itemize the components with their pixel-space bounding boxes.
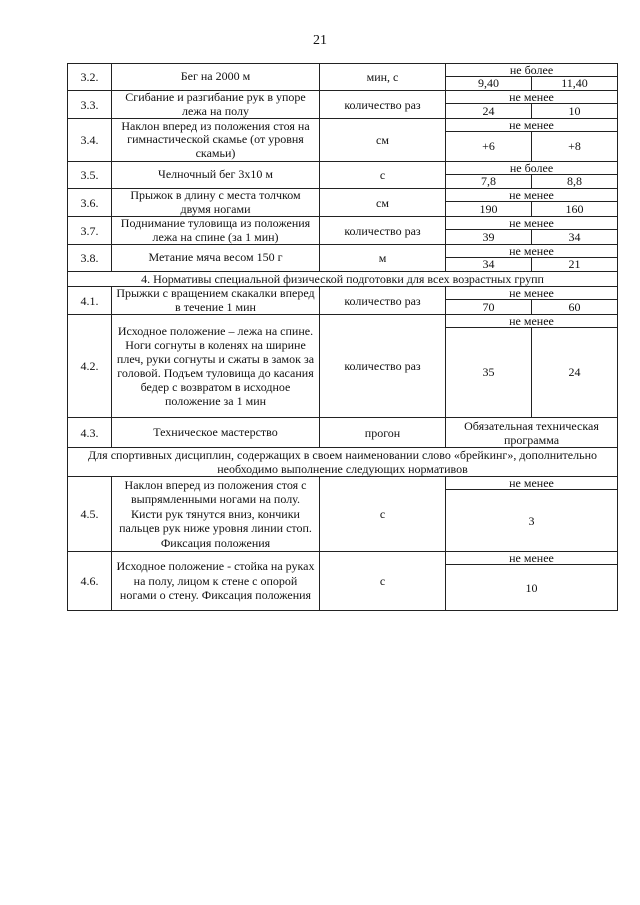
note-row (68, 448, 618, 477)
row-number: 3.8. (68, 245, 112, 272)
value-cell: 34 (532, 230, 618, 245)
unit-cell: см (320, 119, 446, 162)
row-number: 4.2. (68, 315, 112, 418)
row-number: 3.5. (68, 162, 112, 189)
table-row (68, 552, 618, 565)
exercise-name: Бег на 2000 м (112, 64, 320, 91)
table-row (68, 162, 618, 175)
table-row (68, 189, 618, 202)
exercise-name: Челночный бег 3x10 м (112, 162, 320, 189)
unit-cell: мин, с (320, 64, 446, 91)
limit-label: не менее (446, 477, 618, 490)
unit-cell: количество раз (320, 91, 446, 119)
exercise-name: Прыжок в длину с места толчком двумя ногами (112, 189, 320, 217)
unit-cell: с (320, 477, 446, 552)
exercise-name: Исходное положение - стойка на руках на полу, лицом к стене с опорой ногами о стену. Фиксация положения (112, 552, 320, 611)
value-cell: 11,40 (532, 77, 618, 91)
unit-cell: количество раз (320, 287, 446, 315)
table-row (68, 245, 618, 258)
value-cell: 35 (446, 328, 532, 418)
exercise-name: Прыжки с вращением скакалки вперед в течение 1 мин (112, 287, 320, 315)
value-cell: Обязательная техническая программа (446, 418, 618, 448)
unit-cell: м (320, 245, 446, 272)
table-row (68, 287, 618, 300)
row-number: 3.2. (68, 64, 112, 91)
section-heading-row (68, 272, 618, 287)
value-cell: 8,8 (532, 175, 618, 189)
unit-cell: см (320, 189, 446, 217)
row-number: 4.3. (68, 418, 112, 448)
value-cell: 10 (446, 565, 618, 611)
unit-cell: с (320, 552, 446, 611)
row-number: 4.6. (68, 552, 112, 611)
value-cell: 24 (446, 104, 532, 119)
unit-cell: количество раз (320, 315, 446, 418)
exercise-name: Наклон вперед из положения стоя с выпрямленными ногами на полу. Кисти рук тянутся вниз, кончики пальцев рук ниже уровня линии стоп. Фиксация положения (112, 477, 320, 552)
value-cell: 39 (446, 230, 532, 245)
exercise-name: Поднимание туловища из положения лежа на спине (за 1 мин) (112, 217, 320, 245)
row-number: 3.4. (68, 119, 112, 162)
unit-cell: прогон (320, 418, 446, 448)
value-cell: 34 (446, 258, 532, 272)
limit-label: не менее (446, 91, 618, 104)
table-row (68, 119, 618, 132)
value-cell: 7,8 (446, 175, 532, 189)
table-row (68, 91, 618, 104)
value-cell: 160 (532, 202, 618, 217)
value-cell: 60 (532, 300, 618, 315)
limit-label: не менее (446, 119, 618, 132)
value-cell: 70 (446, 300, 532, 315)
breaking-note: Для спортивных дисциплин, содержащих в своем наименовании слово «брейкинг», дополнительно необходимо выполнение следующих нормативов (68, 448, 618, 477)
table-row (68, 64, 618, 77)
limit-label: не менее (446, 189, 618, 202)
exercise-name: Техническое мастерство (112, 418, 320, 448)
row-number: 3.3. (68, 91, 112, 119)
exercise-name: Исходное положение – лежа на спине. Ноги согнуты в коленях на ширине плеч, руки согнуты и сжаты в замок за головой. Подъем туловища до касания бедер с возвратом в исходное положение за 1 мин (112, 315, 320, 418)
exercise-name: Сгибание и разгибание рук в упоре лежа на полу (112, 91, 320, 119)
table-row (68, 418, 618, 448)
table-row (68, 477, 618, 490)
value-cell: 24 (532, 328, 618, 418)
value-cell: +8 (532, 132, 618, 162)
row-number: 3.6. (68, 189, 112, 217)
value-cell: 10 (532, 104, 618, 119)
value-cell: 190 (446, 202, 532, 217)
limit-label: не менее (446, 315, 618, 328)
value-cell: +6 (446, 132, 532, 162)
exercise-name: Метание мяча весом 150 г (112, 245, 320, 272)
value-cell: 21 (532, 258, 618, 272)
exercise-name: Наклон вперед из положения стоя на гимнастической скамье (от уровня скамьи) (112, 119, 320, 162)
value-cell: 9,40 (446, 77, 532, 91)
table-row (68, 315, 618, 328)
limit-label: не более (446, 64, 618, 77)
section-title: 4. Нормативы специальной физической подготовки для всех возрастных групп (68, 272, 618, 287)
limit-label: не менее (446, 217, 618, 230)
limit-label: не менее (446, 552, 618, 565)
page-number: 21 (313, 33, 327, 48)
limit-label: не менее (446, 287, 618, 300)
unit-cell: с (320, 162, 446, 189)
norms-table (67, 63, 618, 611)
row-number: 4.5. (68, 477, 112, 552)
row-number: 3.7. (68, 217, 112, 245)
limit-label: не более (446, 162, 618, 175)
row-number: 4.1. (68, 287, 112, 315)
unit-cell: количество раз (320, 217, 446, 245)
value-cell: 3 (446, 490, 618, 552)
limit-label: не менее (446, 245, 618, 258)
table-row (68, 217, 618, 230)
